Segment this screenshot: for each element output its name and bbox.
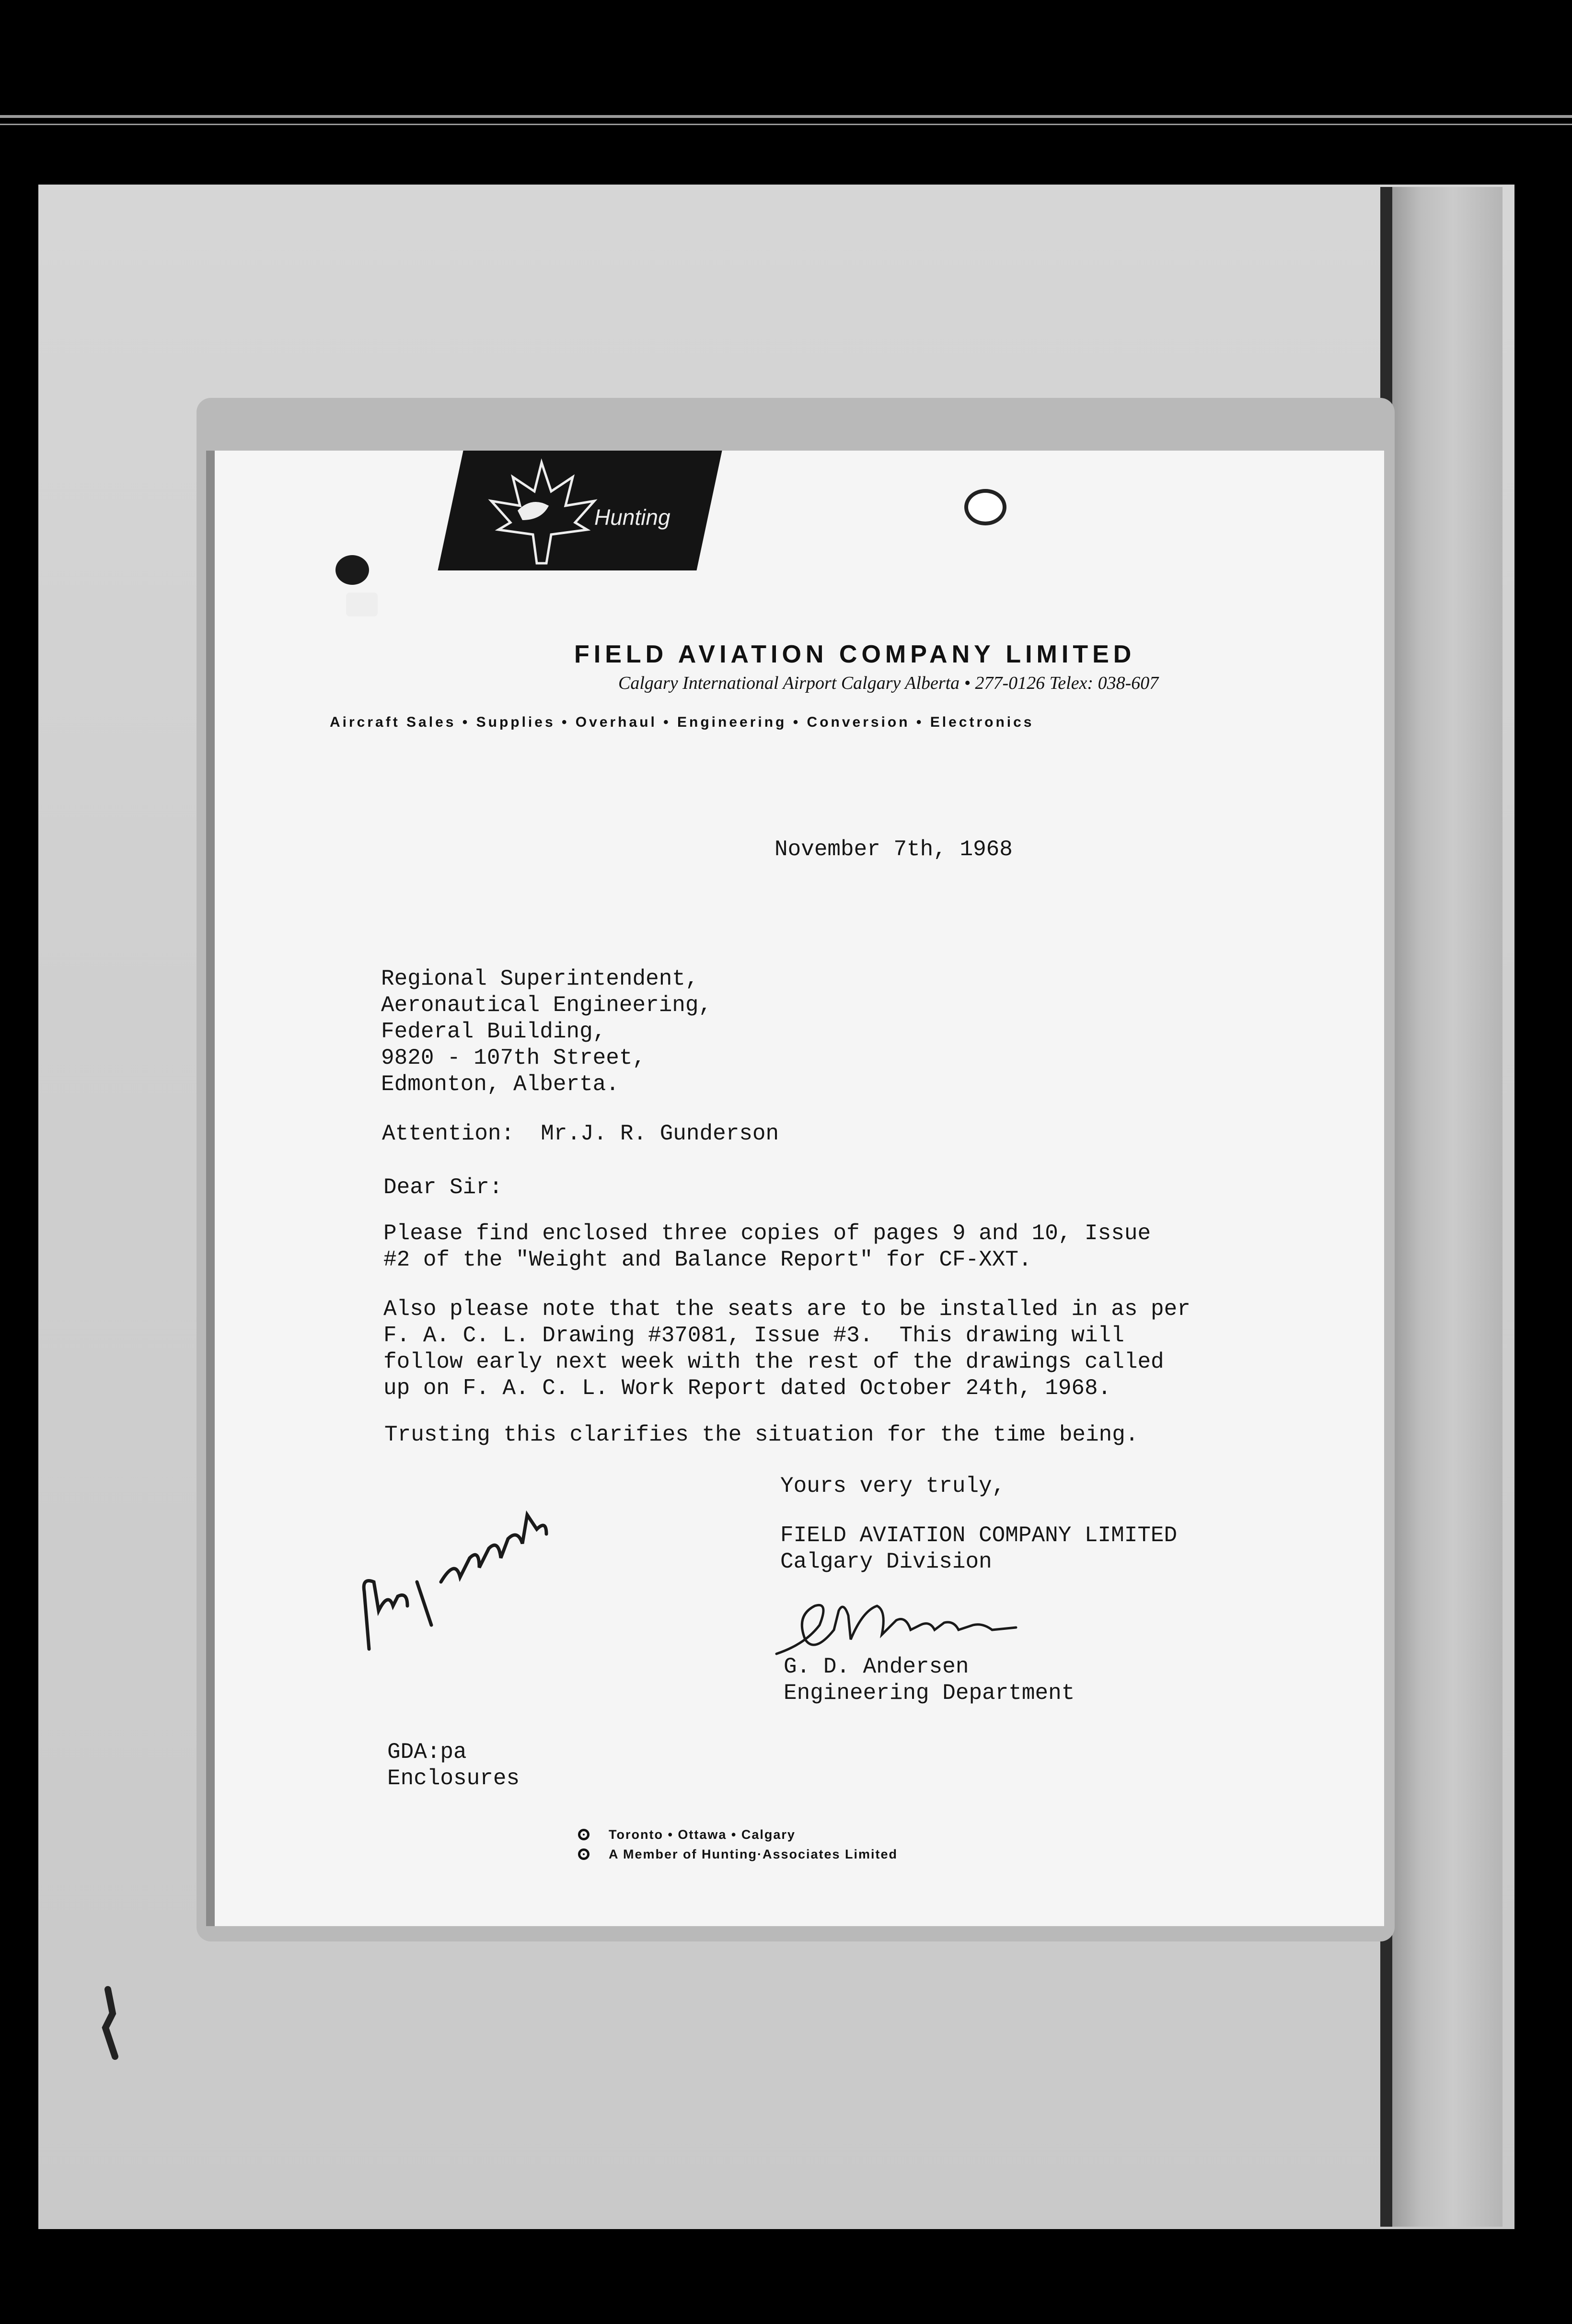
reference-block [387, 1739, 520, 1792]
address-line: Aeronautical Engineering, [381, 993, 712, 1018]
footer-member: A Member of Hunting·Associates Limited [609, 1847, 898, 1861]
services-line: Aircraft Sales • Supplies • Overhaul • Engineering • Conversion • Electronics [330, 714, 1034, 730]
scratch-mark [93, 1985, 127, 2061]
text-line: Please find enclosed three copies of pages 9 and 10, Issue [383, 1221, 1151, 1246]
text-line: #2 of the "Weight and Balance Report" for CF-XXT. [383, 1247, 1032, 1272]
firm-name: FIELD AVIATION COMPANY LIMITED [780, 1523, 1178, 1548]
company-name: FIELD AVIATION COMPANY LIMITED [574, 640, 1136, 668]
paragraph-3: Trusting this clarifies the situation for the time being. [384, 1422, 1139, 1447]
signer-dept: Engineering Department [784, 1681, 1075, 1706]
address-line: Federal Building, [381, 1019, 606, 1044]
handwritten-note [335, 1486, 556, 1659]
attention-line: Attention: Mr.J. R. Gunderson [382, 1121, 779, 1146]
text-line: follow early next week with the rest of the drawings called [383, 1349, 1164, 1374]
paragraph-1 [383, 1220, 1151, 1273]
maple-leaf-icon [470, 453, 609, 568]
bullet-icon [578, 1848, 590, 1860]
company-address: Calgary International Airport Calgary Alberta • 277-0126 Telex: 038-607 [618, 673, 1159, 693]
closing: Yours very truly, [780, 1474, 1006, 1499]
signer-name: G. D. Andersen [784, 1654, 969, 1679]
address-line: 9820 - 107th Street, [381, 1046, 646, 1070]
logo-text: Hunting [594, 505, 670, 530]
scan-border-line [0, 115, 1572, 118]
bullet-icon [578, 1829, 590, 1840]
address-line: Edmonton, Alberta. [381, 1072, 619, 1097]
text-line: F. A. C. L. Drawing #37081, Issue #3. This drawing will [383, 1323, 1124, 1348]
signer-block [784, 1654, 1075, 1707]
punch-hole [964, 489, 1006, 525]
firm-block [780, 1522, 1177, 1575]
board-side-strip [1392, 187, 1503, 2227]
enclosures-note: Enclosures [387, 1766, 520, 1791]
text-line: up on F. A. C. L. Work Report dated October 24th, 1968. [383, 1376, 1111, 1401]
footer-offices: Toronto • Ottawa • Calgary [609, 1827, 796, 1842]
address-line: Regional Superintendent, [381, 966, 699, 991]
pin-mark [335, 555, 369, 585]
paragraph-2 [383, 1296, 1191, 1402]
pin-mark [346, 593, 378, 616]
text-line: Also please note that the seats are to be installed in as per [383, 1297, 1191, 1322]
letter-date: November 7th, 1968 [774, 837, 1013, 862]
salutation: Dear Sir: [383, 1175, 503, 1200]
firm-division: Calgary Division [780, 1549, 992, 1574]
scan-border-line [0, 124, 1572, 125]
reference-initials: GDA:pa [387, 1740, 467, 1765]
recipient-address [381, 966, 712, 1098]
